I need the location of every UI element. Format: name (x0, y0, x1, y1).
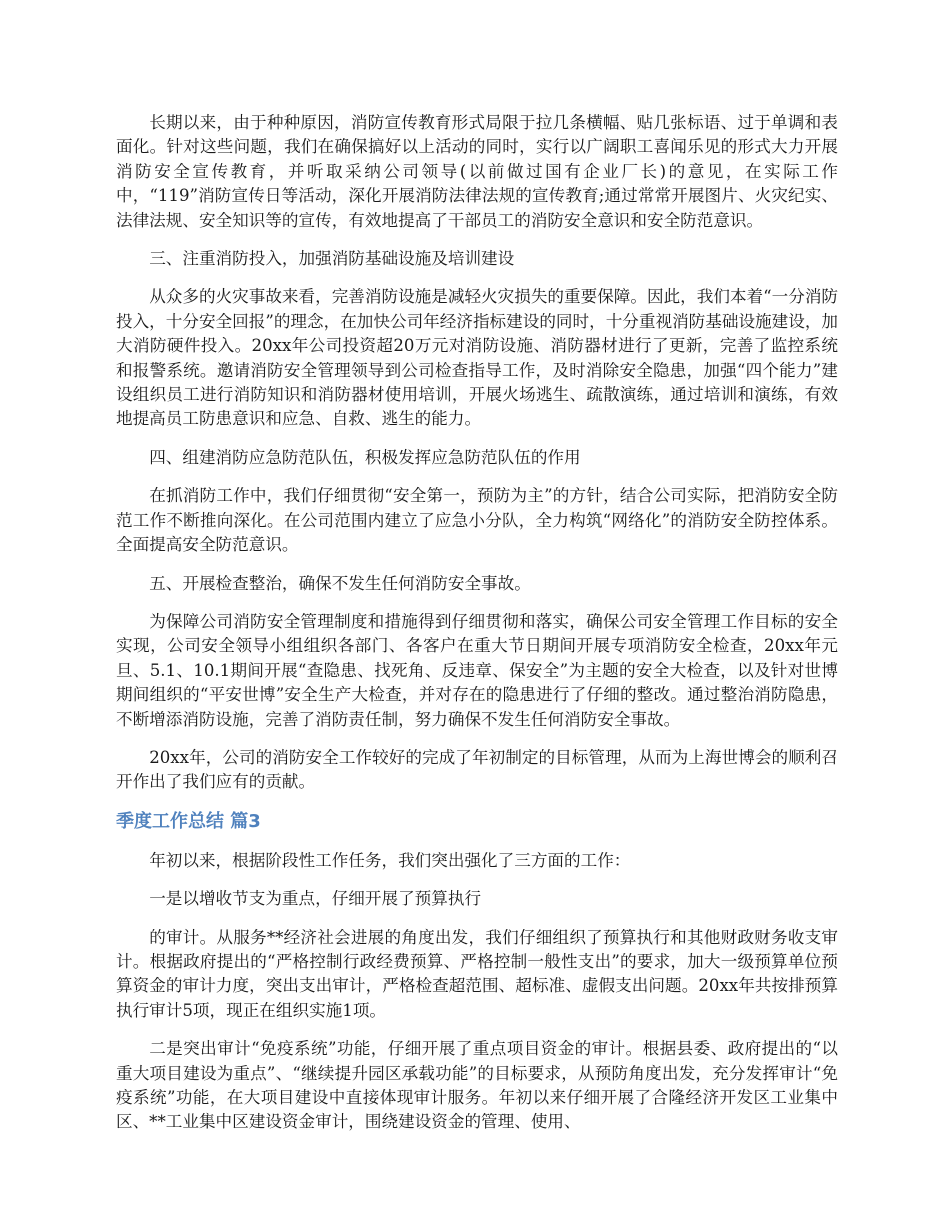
body-paragraph: 在抓消防工作中，我们仔细贯彻“安全第一，预防为主”的方针，结合公司实际，把消防安全防范工作不断推向深化。在公司范围内建立了应急小分队，全力构筑“网络化”的消防安全防控体系。全面提高安全防范意识。 (116, 486, 838, 555)
body-paragraph: 二是突出审计“免疫系统”功能，仔细开展了重点项目资金的审计。根据县委、政府提出的“以重大项目建设为重点”、“继续提升园区承载功能”的目标要求，从预防角度出发，充分发挥审计“免疫系统”功能，在大项目建设中直接体现审计服务。年初以来仔细开展了合隆经济开发区工业集中区、**工业集中区建设资金审计，围绕建设资金的管理、使用、 (116, 1039, 838, 1132)
body-paragraph: 年初以来，根据阶段性工作任务，我们突出强化了三方面的工作： (149, 850, 631, 870)
body-paragraph: 长期以来，由于种种原因，消防宣传教育形式局限于拉几条横幅、贴几张标语、过于单调和表面化。针对这些问题，我们在确保搞好以上活动的同时，实行以广阔职工喜闻乐见的形式大力开展消防安全宣传教育，并听取采纳公司领导(以前做过国有企业厂长)的意见，在实际工作中，“119”消防宣传日等活动，深化开展消防法律法规的宣传教育;通过常常开展图片、火灾纪实、法律法规、安全知识等的宣传，有效地提高了干部员工的消防安全意识和安全防范意识。 (116, 113, 838, 230)
article-heading: 季度工作总结 篇3 (116, 810, 261, 832)
section-subheading: 五、开展检查整治，确保不发生任何消防安全事故。 (149, 573, 531, 593)
body-paragraph: 为保障公司消防安全管理制度和措施得到仔细贯彻和落实，确保公司安全管理工作目标的安全实现，公司安全领导小组组织各部门、各客户在重大节日期间开展专项消防安全检查，20xx年元旦、5.1、10.1期间开展“查隐患、找死角、反违章、保安全”为主题的安全大检查，以及针对世博期间组织的“平安世博”安全生产大检查，并对存在的隐患进行了仔细的整改。通过整治消防隐患，不断增添消防设施，完善了消防责任制，努力确保不发生任何消防安全事故。 (116, 611, 838, 729)
body-paragraph: 的审计。从服务**经济社会进展的角度出发，我们仔细组织了预算执行和其他财政财务收支审计。根据政府提出的“严格控制行政经费预算、严格控制一般性支出”的要求，加大一级预算单位预算资金的审计力度，突出支出审计，严格检查超范围、超标准、虚假支出问题。20xx年共按排预算执行审计5项，现正在组织实施1项。 (116, 927, 838, 1020)
section-subheading: 四、组建消防应急防范队伍，积极发挥应急防范队伍的作用 (149, 447, 581, 467)
body-paragraph: 从众多的火灾事故来看，完善消防设施是减轻火灾损失的重要保障。因此，我们本着“一分消防投入，十分安全回报”的理念，在加快公司年经济指标建设的同时，十分重视消防基础设施建设，加大消防硬件投入。20xx年公司投资超20万元对消防设施、消防器材进行了更新，完善了监控系统和报警系统。邀请消防安全管理领导到公司检查指导工作，及时消除安全隐患，加强“四个能力”建设组织员工进行消防知识和消防器材使用培训，开展火场逃生、疏散演练，通过培训和演练，有效地提高员工防患意识和应急、自救、逃生的能力。 (116, 287, 839, 429)
body-paragraph: 一是以增收节支为重点，仔细开展了预算执行 (149, 889, 482, 909)
body-paragraph: 20xx年，公司的消防安全工作较好的完成了年初制定的目标管理，从而为上海世博会的顺利召开作出了我们应有的贡献。 (116, 747, 838, 792)
section-subheading: 三、注重消防投入，加强消防基础设施及培训建设 (149, 249, 515, 269)
